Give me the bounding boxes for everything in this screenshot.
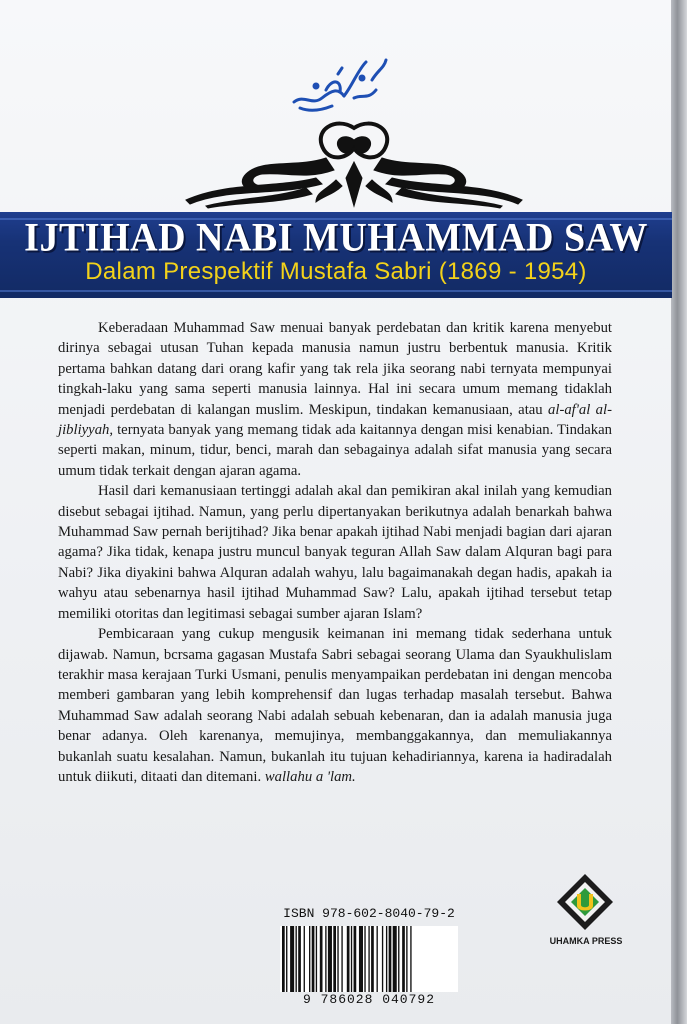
closing-phrase: wallahu a 'lam. xyxy=(264,768,356,785)
isbn-label: ISBN 978-602-8040-79-2 xyxy=(283,906,455,921)
spine-edge xyxy=(671,0,687,1024)
barcode xyxy=(278,906,460,1012)
arabic-term: al-af'al al-jibliyyah, xyxy=(58,401,613,439)
synopsis xyxy=(58,318,612,787)
synopsis-paragraph-2: Hasil dari kemanusiaan tertinggi adalah akal dan pemikiran akal inilah yang kemudian disebut sebagai ijtihad. Namun, yang perlu dipertanyakan berikutnya adalah benarkah bahwa Muhammad Saw pernah berijtihad? Jika benar apakah ijtihad Nabi menjadi bagian dari ajaran agama? Jika tidak, kenapa justru muncul banyak teguran Allah Saw dalam Alquran bagi para Nabi? Jika diyakini bahwa Alquran adalah wahyu, lalu bagaimanakah degan hadis, apakah ia wahyu atau sebenarnya hasil ijtihad Muhammad Saw? Lalu, apakah ijtihad tersebut tetap memiliki otoritas dan legitimasi sebagai sumber ajaran Islam? xyxy=(58,483,612,622)
decorative-ornament xyxy=(166,118,542,210)
book-title: IJTIHAD NABI MUHAMMAD SAW xyxy=(24,215,648,261)
calligraphy-emblem xyxy=(282,50,392,120)
publisher-logo xyxy=(555,872,615,932)
book-subtitle: Dalam Prespektif Mustafa Sabri (1869 - 1954) xyxy=(85,258,587,285)
barcode-bars xyxy=(280,926,458,992)
synopsis-paragraph-1: Keberadaan Muhammad Saw menuai banyak perdebatan dan kritik karena menyebut dirinya sebagai utusan Tuhan kepada manusia namun justru berbentuk manusia. Kritik pertama bahkan datang dari orang kafir yang tak rela jika seorang nabi ternyata mempunyai tingkah-laku yang sama seperti manusia lainnya. Hal ini secara umum memang tidaklah menjadi perdebatan di kalangan muslim. Meskipun, tindakan kemanusiaan, atau al-af'al al-jibliyyah, ternyata banyak yang memang tidak ada kaitannya dengan misi kenabian. Tindakan seperti makan, minum, tidur, benci, marah dan sebagainya adalah sifat manusia yang secara umum tidak terkait dengan ajaran agama. xyxy=(58,320,613,479)
barcode-digits: 9 786028 040792 xyxy=(302,992,436,1007)
publisher-name: UHAMKA PRESS xyxy=(549,936,623,946)
synopsis-paragraph-3: Pembicaraan yang cukup mengusik keimanan ini memang tidak sederhana untuk dijawab. Namun, bcrsama gagasan Mustafa Sabri sebagai seorang Ulama dan Syaukhulislam terakhir masa kerajaan Turki Usmani, penulis menyampaikan perdebatan ini dengan mencoba memberi gambaran yang lebih komprehensif dan lugas terhadap masalah tersebut. Bahwa Muhammad Saw adalah seorang Nabi adalah sebuah kebenaran, dan ia adalah manusia juga benar adanya. Oleh karenanya, memujinya, membanggakannya, dan memuliakannya bukanlah suatu kesalahan. Namun, bukanlah itu tujuan kehadiriannya, karena ia hadiradalah untuk diikuti, ditaati dan ditemani. wallahu a 'lam. xyxy=(58,626,612,785)
